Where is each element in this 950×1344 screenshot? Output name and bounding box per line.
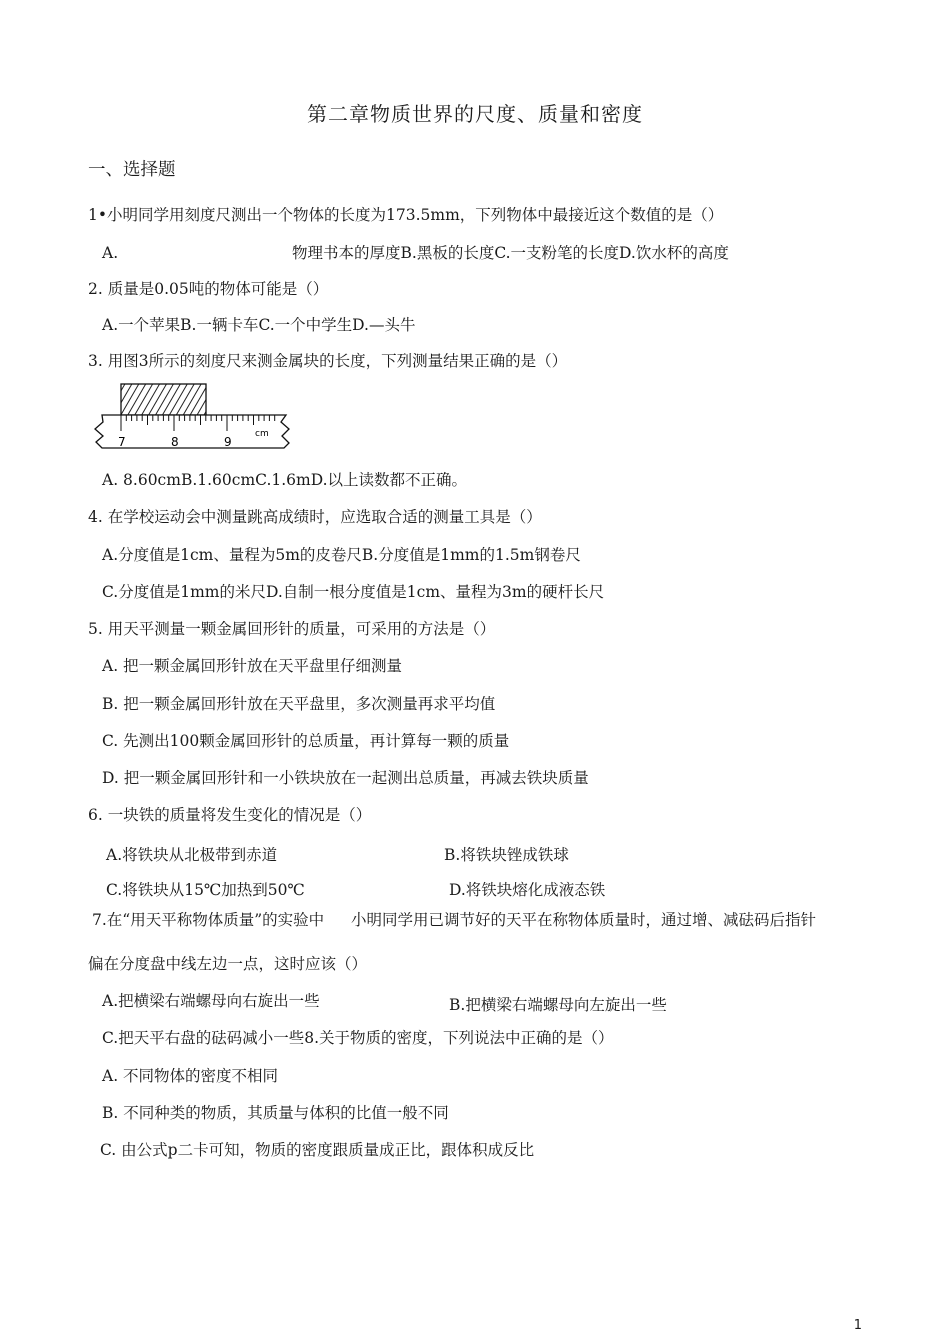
question-4-stem: 4. 在学校运动会中测量跳高成绩时，应选取合适的测量工具是（） — [88, 508, 542, 526]
section-heading: 一、选择题 — [88, 160, 176, 180]
question-6-stem: 6. 一块铁的质量将发生变化的情况是（） — [88, 806, 372, 824]
question-2-stem: 2. 质量是0.05吨的物体可能是（） — [88, 280, 329, 298]
question-6-option-c: C.将铁块从15℃加热到50℃ — [106, 881, 305, 899]
question-3-options: A. 8.60cmB.1.60cmC.1.6mD.以上读数都不正确。 — [102, 471, 468, 489]
question-3-stem: 3. 用图3所示的刻度尺来测金属块的长度，下列测量结果正确的是（） — [88, 352, 568, 370]
question-2-options: A.一个苹果B.一辆卡车C.一个中学生D.—头牛 — [102, 316, 416, 334]
question-7-stem-right: 小明同学用已调节好的天平在称物体质量时，通过增、减砝码后指针 — [351, 911, 817, 929]
question-5-option-d: D. 把一颗金属回形针和一小铁块放在一起测出总质量，再减去铁块质量 — [102, 769, 589, 787]
question-6-option-b: B.将铁块锉成铁球 — [444, 846, 569, 864]
question-8-option-b: B. 不同种类的物质，其质量与体积的比值一般不同 — [102, 1104, 449, 1122]
document-title: 第二章物质世界的尺度、质量和密度 — [307, 102, 643, 126]
question-1-options: 物理书本的厚度B.黑板的长度C.一支粉笔的长度D.饮水杯的高度 — [292, 244, 729, 262]
question-1-option-label: A. — [102, 244, 119, 262]
question-4-options-line1: A.分度值是1cm、量程为5m的皮卷尺B.分度值是1mm的1.5m钢卷尺 — [102, 546, 581, 564]
metal-block — [121, 384, 206, 415]
question-7-option-b: B.把横梁右端螺母向左旋出一些 — [449, 996, 667, 1014]
ruler-label-7: 7 — [118, 435, 126, 449]
question-6-option-a: A.将铁块从北极带到赤道 — [106, 846, 278, 864]
ruler-label-9: 9 — [224, 435, 232, 449]
question-7-option-a: A.把横梁右端螺母向右旋出一些 — [102, 992, 320, 1010]
question-5-stem: 5. 用天平测量一颗金属回形针的质量，可采用的方法是（） — [88, 620, 496, 638]
question-7-option-c-and-question-8-stem: C.把天平右盘的砝码减小一些8.关于物质的密度，下列说法中正确的是（） — [102, 1029, 614, 1047]
question-8-option-c: C. 由公式p二卡可知，物质的密度跟质量成正比，跟体积成反比 — [100, 1141, 535, 1159]
page-number: 1 — [853, 1318, 862, 1333]
ruler-label-8: 8 — [171, 435, 179, 449]
question-7-stem-left: 7.在“用天平称物体质量”的实验中 — [92, 911, 325, 929]
ruler-figure — [92, 380, 296, 458]
question-4-options-line2: C.分度值是1mm的米尺D.自制一根分度值是1cm、量程为3m的硬杆长尺 — [102, 583, 605, 601]
ruler-unit-label: cm — [255, 429, 269, 439]
question-8-option-a: A. 不同物体的密度不相同 — [102, 1067, 279, 1085]
question-5-option-a: A. 把一颗金属回形针放在天平盘里仔细测量 — [102, 657, 403, 675]
question-6-option-d: D.将铁块熔化成液态铁 — [449, 881, 606, 899]
question-7-stem-continued: 偏在分度盘中线左边一点，这时应该（） — [88, 955, 368, 973]
question-5-option-c: C. 先测出100颗金属回形针的总质量，再计算每一颗的质量 — [102, 732, 510, 750]
question-5-option-b: B. 把一颗金属回形针放在天平盘里，多次测量再求平均值 — [102, 695, 496, 713]
question-1-stem: 1•小明同学用刻度尺测出一个物体的长度为173.5mm，下列物体中最接近这个数值的是（） — [88, 206, 724, 224]
